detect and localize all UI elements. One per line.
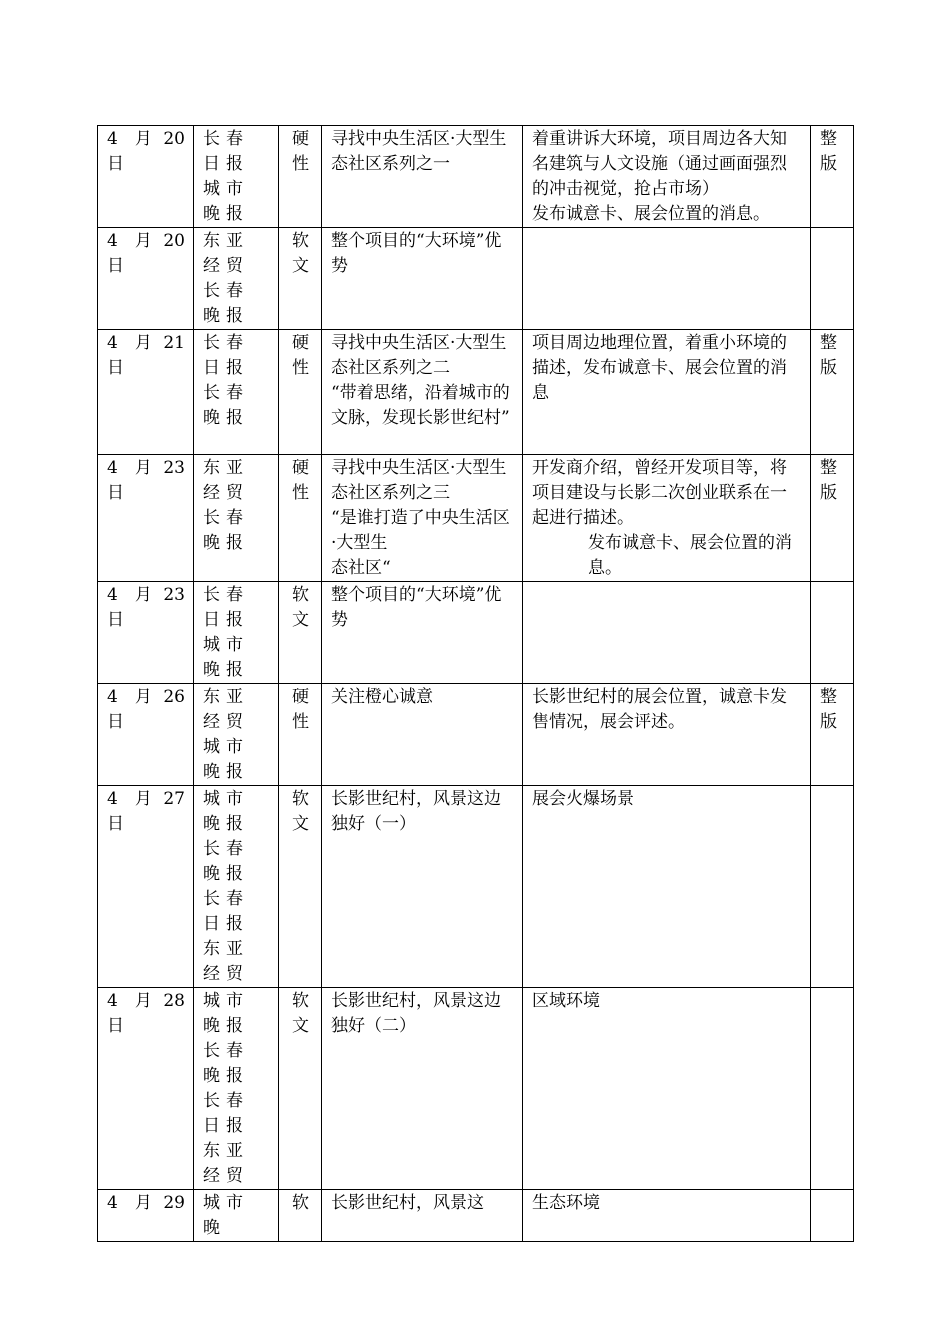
schedule-row <box>98 455 854 582</box>
ad-size-cell <box>811 126 854 228</box>
date-cell <box>98 582 194 684</box>
content-cell <box>523 455 811 582</box>
date-cell <box>98 988 194 1190</box>
newspaper-name: 长春晚报 <box>203 383 249 428</box>
newspaper-name: 长春晚报 <box>203 1041 249 1086</box>
ad-type-cell <box>279 330 322 455</box>
newspaper-name: 长春日报 <box>203 585 249 630</box>
date-cell <box>98 330 194 455</box>
newspaper-cell <box>194 684 279 786</box>
newspaper-name: 城市晚报 <box>203 789 249 834</box>
headline-cell <box>322 988 523 1190</box>
newspaper-name: 长春晚报 <box>203 839 249 884</box>
ad-type: 硬性 <box>292 458 309 503</box>
newspaper-name: 城市晚 <box>203 1193 249 1238</box>
ad-size-cell <box>811 786 854 988</box>
headline-text: 长影世纪村，风景这 <box>331 1193 484 1213</box>
schedule-row <box>98 126 854 228</box>
date-suffix: 日 <box>107 1016 124 1036</box>
headline-text: 寻找中央生活区·大型生态社区系列之一 <box>331 129 507 174</box>
headline-text: 寻找中央生活区·大型生态社区系列之二 <box>331 333 507 378</box>
newspaper-name: 东亚经贸 <box>203 1141 249 1186</box>
content-text: 展会火爆场景 <box>532 789 634 809</box>
date-day: 29 <box>163 1193 185 1213</box>
date-month: 4 月 <box>107 333 152 353</box>
ad-type-cell <box>279 455 322 582</box>
content-cell <box>523 684 811 786</box>
schedule-row <box>98 988 854 1190</box>
newspaper-cell <box>194 786 279 988</box>
newspaper-name: 东亚经贸 <box>203 231 249 276</box>
headline-text: 态社区“ <box>331 558 391 578</box>
newspaper-name: 长春日报 <box>203 333 249 378</box>
headline-cell <box>322 330 523 455</box>
ad-type: 软文 <box>292 585 309 630</box>
date-suffix: 日 <box>107 256 124 276</box>
schedule-table <box>97 125 854 1242</box>
headline-cell <box>322 684 523 786</box>
headline-text: 关注橙心诚意 <box>331 687 433 707</box>
ad-type: 软 <box>292 1193 309 1213</box>
newspaper-name: 城市晚报 <box>203 991 249 1036</box>
headline-cell <box>322 582 523 684</box>
content-text: 发布诚意卡、展会位置的消息。 <box>588 533 792 578</box>
headline-text: 长影世纪村，风景这边独好（二） <box>331 991 501 1036</box>
headline-text: 整个项目的“大环境”优势 <box>331 231 502 276</box>
headline-cell <box>322 228 523 330</box>
ad-type: 软文 <box>292 231 309 276</box>
newspaper-name: 东亚经贸 <box>203 687 249 732</box>
headline-cell <box>322 786 523 988</box>
date-suffix: 日 <box>107 712 124 732</box>
ad-size-cell <box>811 684 854 786</box>
headline-cell <box>322 1190 523 1242</box>
date-month: 4 月 <box>107 129 152 149</box>
ad-size-cell <box>811 988 854 1190</box>
newspaper-name: 城市晚报 <box>203 635 249 680</box>
content-cell <box>523 1190 811 1242</box>
headline-text: 整个项目的“大环境”优势 <box>331 585 502 630</box>
date-cell <box>98 455 194 582</box>
newspaper-cell <box>194 126 279 228</box>
content-text: 着重讲诉大环境，项目周边各大知名建筑与人文设施（通过画面强烈的冲击视觉，抢占市场） <box>532 129 787 199</box>
newspaper-name: 城市晚报 <box>203 737 249 782</box>
newspaper-name: 长春晚报 <box>203 281 249 326</box>
newspaper-cell <box>194 582 279 684</box>
headline-cell <box>322 126 523 228</box>
newspaper-name: 长春日报 <box>203 1091 249 1136</box>
headline-cell <box>322 455 523 582</box>
newspaper-cell <box>194 1190 279 1242</box>
headline-text: 长影世纪村，风景这边独好（一） <box>331 789 501 834</box>
ad-size-cell <box>811 582 854 684</box>
date-day: 21 <box>163 333 185 353</box>
schedule-row <box>98 684 854 786</box>
newspaper-name: 长春晚报 <box>203 508 249 553</box>
date-suffix: 日 <box>107 814 124 834</box>
headline-text: “是谁打造了中央生活区·大型生 <box>331 508 510 553</box>
schedule-row <box>98 582 854 684</box>
date-month: 4 月 <box>107 1193 152 1213</box>
date-day: 20 <box>163 129 185 149</box>
ad-type-cell <box>279 228 322 330</box>
date-suffix: 日 <box>107 483 124 503</box>
ad-size: 整版 <box>820 687 837 732</box>
date-day: 28 <box>163 991 185 1011</box>
date-cell <box>98 786 194 988</box>
date-month: 4 月 <box>107 585 152 605</box>
date-month: 4 月 <box>107 231 152 251</box>
date-day: 26 <box>163 687 185 707</box>
date-cell <box>98 1190 194 1242</box>
ad-type: 硬性 <box>292 333 309 378</box>
ad-type: 硬性 <box>292 129 309 174</box>
date-cell <box>98 684 194 786</box>
newspaper-cell <box>194 455 279 582</box>
content-cell <box>523 988 811 1190</box>
date-month: 4 月 <box>107 687 152 707</box>
date-month: 4 月 <box>107 991 152 1011</box>
schedule-row <box>98 228 854 330</box>
ad-type: 硬性 <box>292 687 309 732</box>
ad-size: 整版 <box>820 333 837 378</box>
schedule-body <box>98 126 854 1242</box>
newspaper-name: 长春日报 <box>203 129 249 174</box>
date-cell <box>98 228 194 330</box>
date-day: 27 <box>163 789 185 809</box>
ad-type-cell <box>279 684 322 786</box>
date-month: 4 月 <box>107 458 152 478</box>
ad-type-cell <box>279 786 322 988</box>
content-cell <box>523 786 811 988</box>
newspaper-cell <box>194 330 279 455</box>
ad-type-cell <box>279 988 322 1190</box>
content-cell <box>523 228 811 330</box>
date-day: 23 <box>163 458 185 478</box>
content-text: 长影世纪村的展会位置，诚意卡发售情况，展会评述。 <box>532 687 787 732</box>
date-month: 4 月 <box>107 789 152 809</box>
content-text: 发布诚意卡、展会位置的消息。 <box>532 204 770 224</box>
schedule-row <box>98 330 854 455</box>
ad-size-cell <box>811 455 854 582</box>
date-suffix: 日 <box>107 358 124 378</box>
content-cell <box>523 330 811 455</box>
ad-size-cell <box>811 330 854 455</box>
content-cell <box>523 582 811 684</box>
ad-type-cell <box>279 582 322 684</box>
ad-size-cell <box>811 1190 854 1242</box>
headline-text: 寻找中央生活区·大型生态社区系列之三 <box>331 458 507 503</box>
ad-size: 整版 <box>820 129 837 174</box>
ad-type-cell <box>279 1190 322 1242</box>
content-text: 项目周边地理位置，着重小环境的描述，发布诚意卡、展会位置的消息 <box>532 333 787 403</box>
ad-type: 软文 <box>292 991 309 1036</box>
content-text: 开发商介绍，曾经开发项目等，将项目建设与长影二次创业联系在一起进行描述。 <box>532 458 787 528</box>
content-cell <box>523 126 811 228</box>
date-day: 23 <box>163 585 185 605</box>
date-suffix: 日 <box>107 610 124 630</box>
newspaper-cell <box>194 988 279 1190</box>
schedule-row <box>98 1190 854 1242</box>
newspaper-name: 东亚经贸 <box>203 939 249 984</box>
newspaper-cell <box>194 228 279 330</box>
ad-size: 整版 <box>820 458 837 503</box>
content-text: 区域环境 <box>532 991 600 1011</box>
ad-type-cell <box>279 126 322 228</box>
newspaper-name: 长春日报 <box>203 889 249 934</box>
date-day: 20 <box>163 231 185 251</box>
newspaper-name: 东亚经贸 <box>203 458 249 503</box>
schedule-row <box>98 786 854 988</box>
content-text: 生态环境 <box>532 1193 600 1213</box>
date-suffix: 日 <box>107 154 124 174</box>
ad-type: 软文 <box>292 789 309 834</box>
date-cell <box>98 126 194 228</box>
headline-text: “带着思绪，沿着城市的文脉，发现长影世纪村” <box>331 383 510 428</box>
ad-size-cell <box>811 228 854 330</box>
newspaper-name: 城市晚报 <box>203 179 249 224</box>
